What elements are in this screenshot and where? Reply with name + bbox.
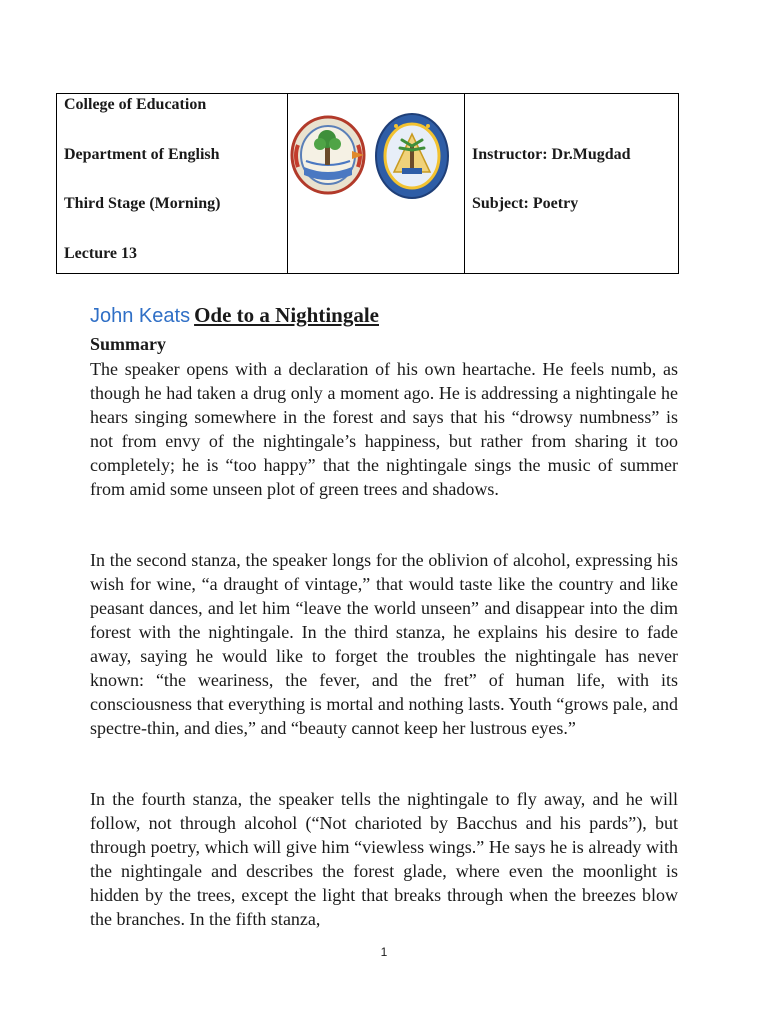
summary-paragraph: The speaker opens with a declaration of his own heartache. He feels numb, as though he had taken a drug only a moment ago. He is addressing a nightingale he hears singing somewhere in the forest and says that his “drowsy numbness” is not from envy of the nightingale’s happiness, but rather from sharing it too completely; he is “too happy” that the nightingale sings the music of summer from amid some unseen plot of green trees and shadows.	[90, 359, 678, 499]
header-logo-cell	[288, 94, 465, 274]
header-right-cell	[465, 94, 679, 274]
poem-title: Ode to a Nightingale	[194, 303, 379, 327]
document-title	[90, 303, 379, 328]
stage-label: Third Stage (Morning)	[64, 195, 221, 212]
summary-paragraph: In the second stanza, the speaker longs for the oblivion of alcohol, expressing his wish for wine, “a draught of vintage,” that would taste like the country and like peasant dances, and let him “leave the world unseen” and disappear into the dim forest with the nightingale. In the third stanza, he explains his desire to fade away, saying he would like to forget the troubles the nightingale has never known: “the weariness, the fever, and the fret” of human life, with its consciousness that everything is mortal and nothing lasts. Youth “grows pale, and spectre-thin, and dies,” and “beauty cannot keep her lustrous eyes.”	[90, 550, 678, 738]
lecture-label: Lecture 13	[64, 245, 138, 262]
header-left-cell	[57, 94, 288, 274]
instructor-label: Instructor: Dr.Mugdad	[472, 146, 631, 163]
department-name: Department of English	[64, 146, 220, 163]
author-name: John Keats	[90, 305, 191, 327]
college-name: College of Education	[64, 96, 207, 113]
summary-paragraph: In the fourth stanza, the speaker tells the nightingale to fly away, and he will follow, not through alcohol (“Not charioted by Bacchus and his pards”), but through poetry, which will give him “viewless wings.” He says he is already with the nightingale and describes the forest glade, where even the moonlight is hidden by the trees, except the light that breaks through when the breezes blow the branches. In the fifth stanza,	[90, 789, 678, 929]
subject-label: Subject: Poetry	[472, 195, 579, 212]
section-heading: Summary	[90, 334, 166, 354]
page-number: 1	[380, 945, 388, 959]
college-logo-right	[374, 112, 450, 200]
university-logo-left	[290, 115, 366, 195]
header-table	[56, 93, 679, 274]
